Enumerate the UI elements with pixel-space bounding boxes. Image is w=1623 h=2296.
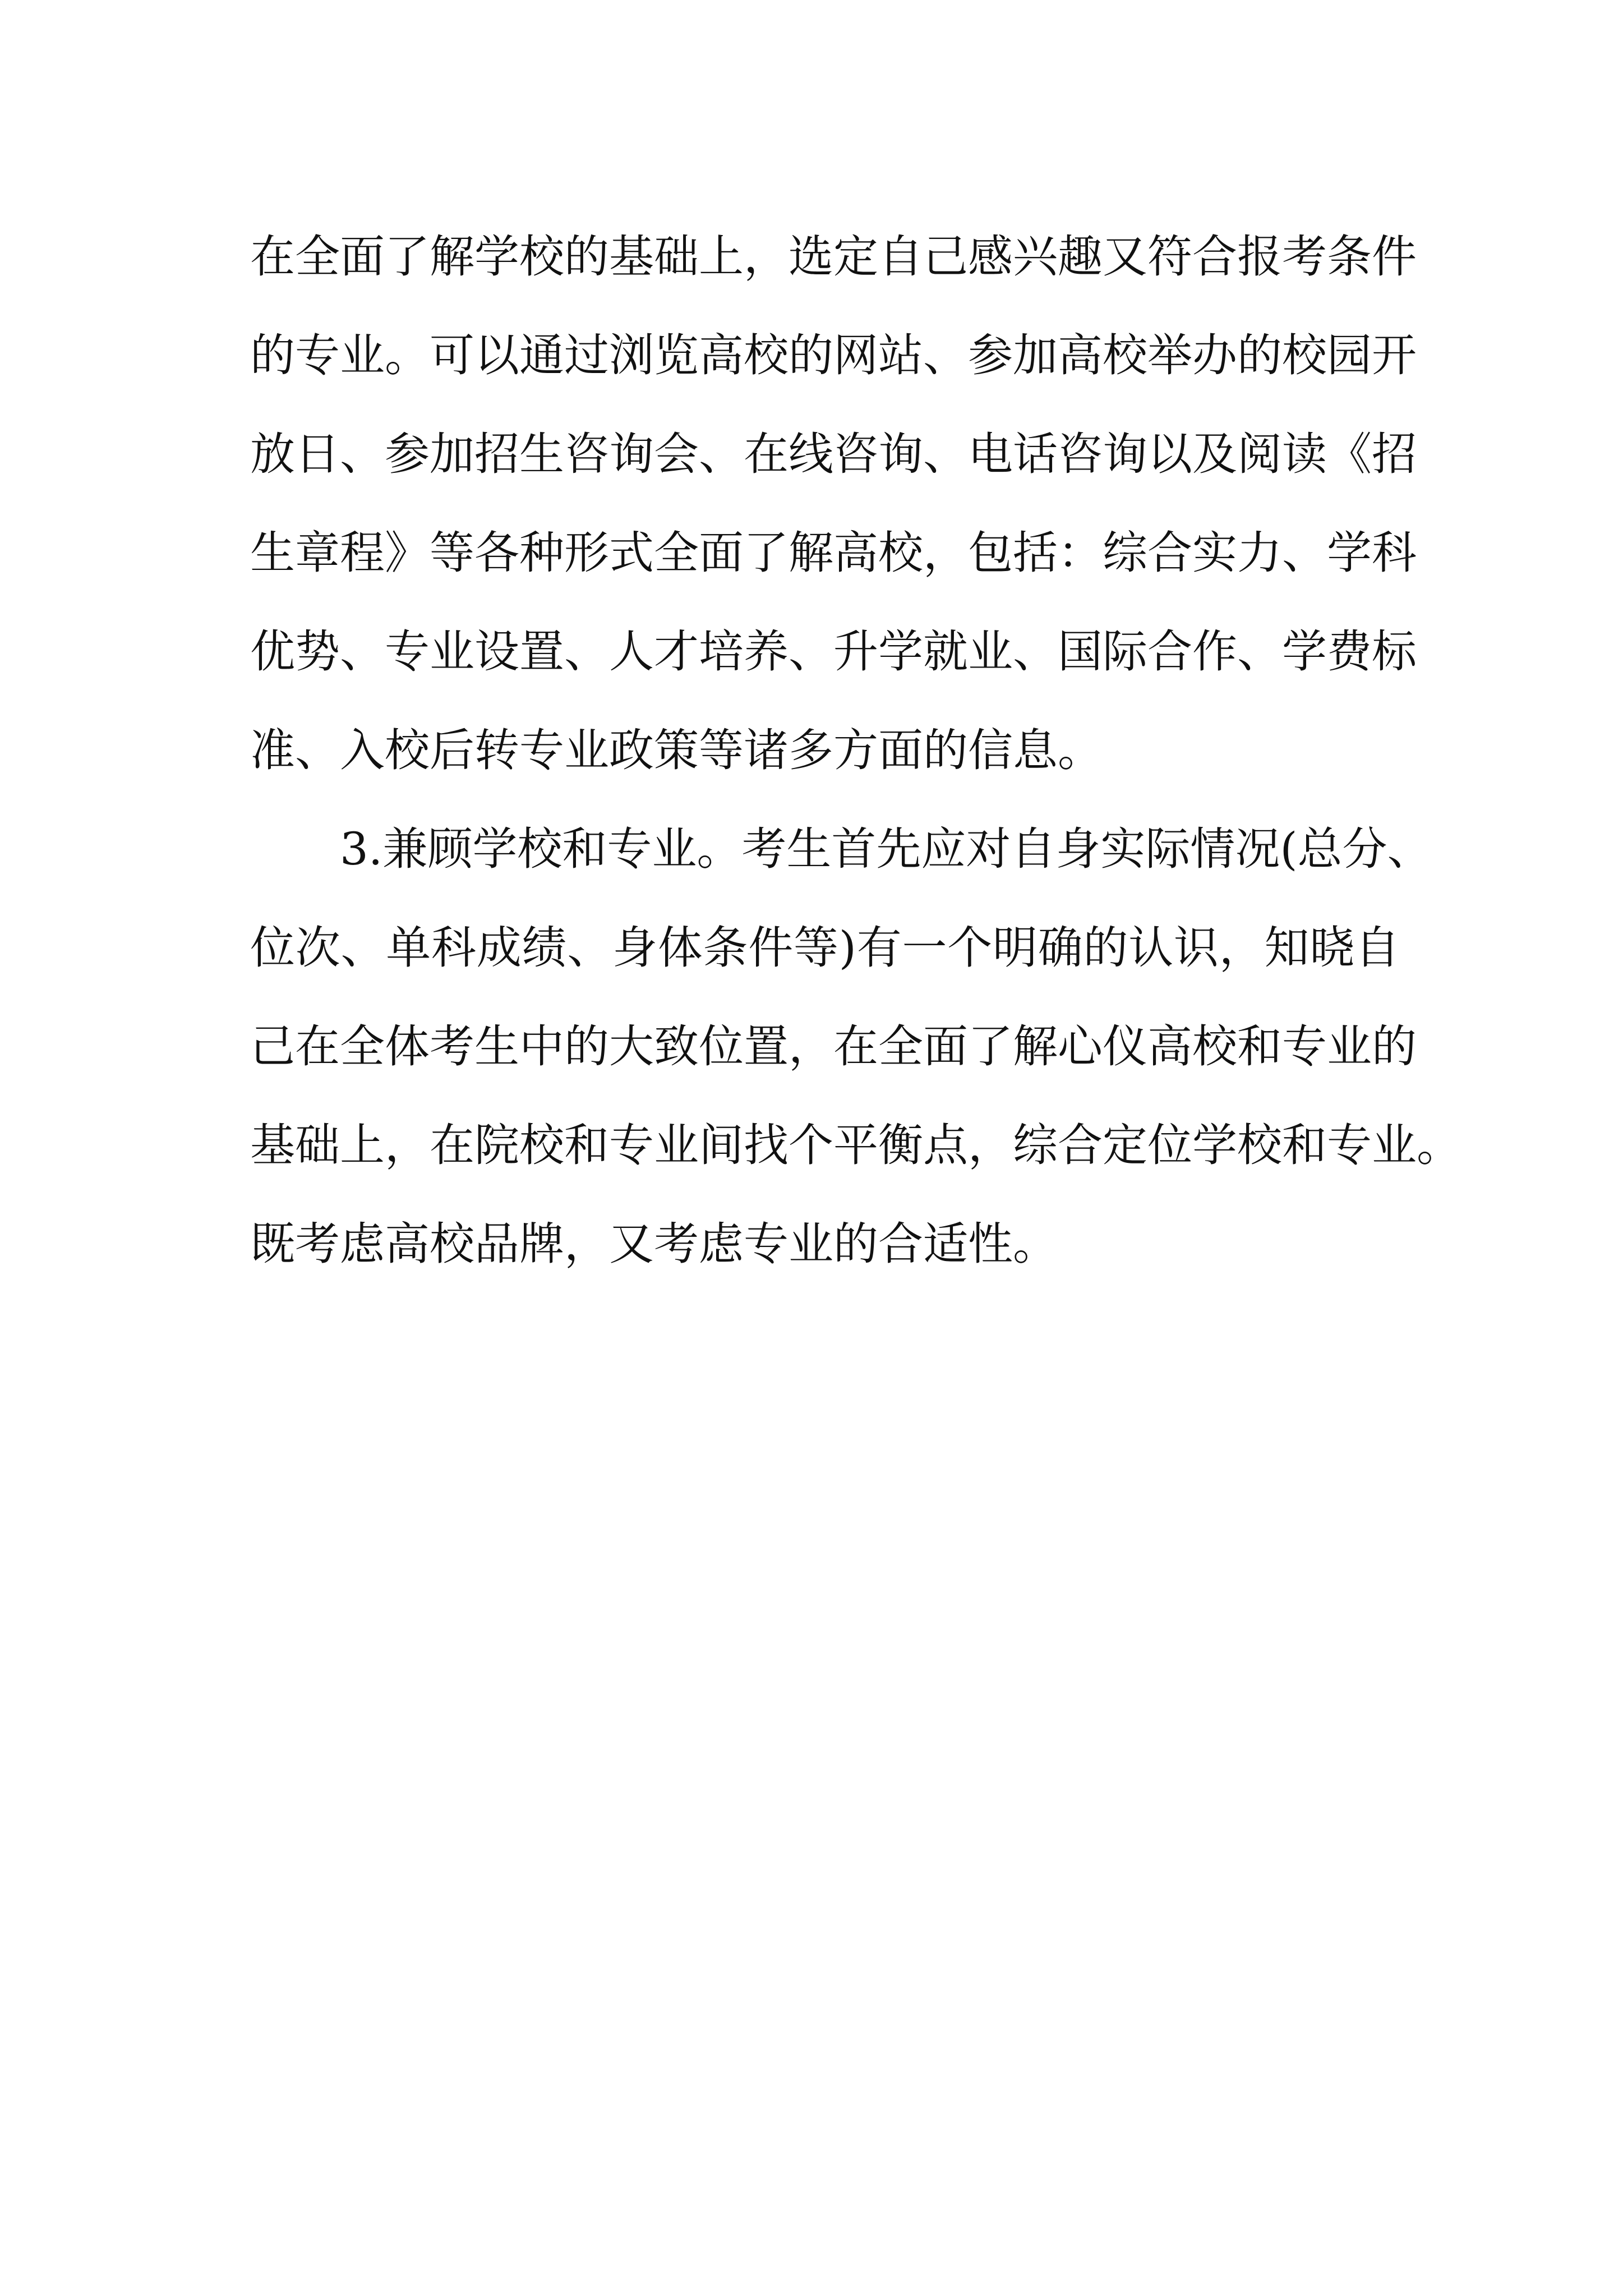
text-line: 位次、单科成绩、身体条件等)有一个明确的认识，知晓自 [250,922,1400,974]
paragraph-balance-school-major [250,800,1461,1294]
text-line: 优势、专业设置、人才培养、升学就业、国际合作、学费标 [250,625,1417,678]
paragraph-school-research [250,208,1417,800]
text-line: 己在全体考生中的大致位置，在全面了解心仪高校和专业的 [250,1020,1417,1073]
text-line: 放日、参加招生咨询会、在线咨询、电话咨询以及阅读《招 [250,428,1417,480]
text-line: 基础上，在院校和专业间找个平衡点，综合定位学校和专业。 [250,1119,1461,1171]
text-line: 准、入校后转专业政策等诸多方面的信息。 [250,724,1103,776]
text-line: 的专业。可以通过浏览高校的网站、参加高校举办的校园开 [250,329,1417,381]
body-text [250,208,1461,1294]
text-line: 生章程》等各种形式全面了解高校，包括：综合实力、学科 [250,527,1417,579]
text-line: 3.兼顾学校和专业。考生首先应对自身实际情况(总分、 [340,823,1432,875]
text-line: 既考虑高校品牌，又考虑专业的合适性。 [250,1218,1058,1270]
text-line: 在全面了解学校的基础上，选定自己感兴趣又符合报考条件 [250,231,1417,283]
